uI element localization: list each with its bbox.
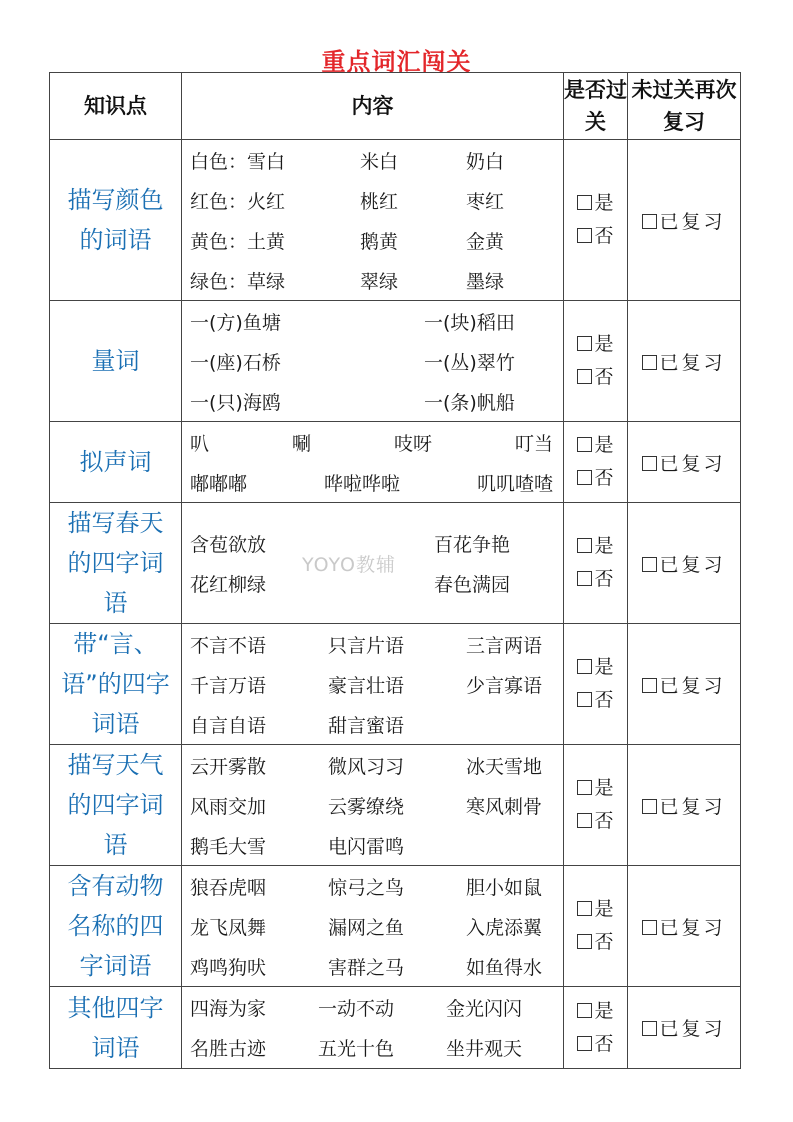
- word-item: 胆小如鼠: [466, 876, 543, 899]
- table-row: [50, 745, 741, 866]
- word-item: 四海为家: [190, 998, 267, 1020]
- pass-no-label: 否: [594, 1032, 614, 1055]
- word-item: 唰: [291, 432, 311, 455]
- content-cell: [182, 866, 564, 987]
- word-item: 漏网之鱼: [328, 916, 405, 939]
- word-item: 哗啦哗啦: [323, 472, 400, 495]
- pass-yes-label: 是: [594, 535, 614, 557]
- checkbox-icon[interactable]: [577, 228, 592, 243]
- knowledge-point: 量词: [50, 301, 182, 422]
- pass-option-no[interactable]: [564, 684, 627, 717]
- word-item: 红色：火红: [190, 190, 286, 213]
- checkbox-icon[interactable]: [642, 355, 657, 370]
- knowledge-point: 描写春天的四字词语: [50, 503, 182, 624]
- pass-option-no[interactable]: [564, 1028, 627, 1061]
- word-item: 花红柳绿: [190, 573, 267, 596]
- word-item: 绿色：草绿: [190, 270, 286, 293]
- word-item: 不言不语: [190, 634, 267, 657]
- word-line: [190, 664, 553, 704]
- word-item: 自言自语: [190, 714, 267, 737]
- review-cell[interactable]: [628, 422, 741, 503]
- word-item: 云开雾散: [190, 755, 267, 778]
- word-line: [190, 988, 553, 1028]
- word-line: [190, 1028, 553, 1068]
- reviewed-label: 已复习: [659, 553, 726, 576]
- checkbox-icon[interactable]: [577, 538, 592, 553]
- word-line: [190, 462, 553, 502]
- word-item: 一(丛)翠竹: [424, 351, 515, 374]
- word-item: 米白: [360, 150, 399, 173]
- checkbox-icon[interactable]: [642, 456, 657, 471]
- word-item: 吱呀: [393, 432, 432, 455]
- pass-option-yes[interactable]: [564, 429, 627, 462]
- word-line: [190, 220, 553, 260]
- word-item: 黄色：土黄: [190, 230, 286, 253]
- word-line: [190, 180, 553, 220]
- pass-yes-label: 是: [594, 333, 614, 355]
- table-row: [50, 140, 741, 301]
- checkbox-icon[interactable]: [577, 336, 592, 351]
- review-cell[interactable]: [628, 301, 741, 422]
- header-review: 未过关再次复习: [628, 73, 741, 140]
- checkbox-icon[interactable]: [577, 934, 592, 949]
- word-item: 豪言壮语: [328, 674, 405, 697]
- word-line: [190, 704, 553, 744]
- word-line: [190, 745, 553, 785]
- word-line: [190, 260, 553, 300]
- word-item: 墨绿: [466, 270, 505, 293]
- pass-option-no[interactable]: [564, 220, 627, 253]
- word-item: 百花争艳: [434, 533, 511, 556]
- pass-cell: [564, 866, 628, 987]
- pass-cell: [564, 422, 628, 503]
- word-item: 枣红: [466, 190, 505, 213]
- word-item: 只言片语: [328, 634, 405, 657]
- table-row: [50, 866, 741, 987]
- checkbox-icon[interactable]: [577, 195, 592, 210]
- checkbox-icon[interactable]: [577, 901, 592, 916]
- word-item: 白色：雪白: [190, 150, 286, 173]
- reviewed-label: 已复习: [659, 351, 726, 374]
- word-line: [190, 301, 553, 341]
- pass-no-label: 否: [594, 931, 614, 953]
- pass-option-yes[interactable]: [564, 893, 627, 926]
- content-cell: [182, 422, 564, 503]
- word-item: 金光闪闪: [446, 998, 523, 1020]
- word-item: 惊弓之鸟: [328, 876, 405, 899]
- reviewed-label: 已复习: [659, 452, 726, 475]
- checkbox-icon[interactable]: [642, 920, 657, 935]
- word-item: 寒风刺骨: [466, 795, 543, 818]
- header-content: 内容: [182, 73, 564, 140]
- content-cell: [182, 987, 564, 1069]
- checkbox-icon[interactable]: [577, 692, 592, 707]
- knowledge-point: 描写天气的四字词语: [50, 745, 182, 866]
- word-item: 一(只)海鸥: [190, 391, 281, 414]
- knowledge-point: 其他四字词语: [50, 987, 182, 1069]
- word-item: 甜言蜜语: [328, 714, 405, 737]
- word-line: [190, 422, 553, 462]
- pass-option-no[interactable]: [564, 462, 627, 495]
- pass-no-label: 否: [594, 689, 614, 711]
- review-cell[interactable]: [628, 866, 741, 987]
- word-line: [190, 381, 553, 421]
- pass-option-yes[interactable]: [564, 651, 627, 684]
- word-item: 翠绿: [360, 270, 399, 293]
- word-item: 含苞欲放: [190, 533, 267, 556]
- pass-yes-label: 是: [594, 656, 614, 678]
- pass-option-yes[interactable]: [564, 328, 627, 361]
- checkbox-icon[interactable]: [577, 813, 592, 828]
- word-item: 鹅毛大雪: [190, 835, 267, 858]
- pass-cell: [564, 624, 628, 745]
- pass-option-no[interactable]: [564, 926, 627, 959]
- content-cell: [182, 140, 564, 301]
- pass-option-no[interactable]: [564, 805, 627, 838]
- word-line: [190, 785, 553, 825]
- checkbox-icon[interactable]: [577, 659, 592, 674]
- word-item: 一动不动: [318, 998, 395, 1020]
- word-item: 桃红: [360, 190, 399, 213]
- checkbox-icon[interactable]: [577, 470, 592, 485]
- word-item: 少言寡语: [466, 674, 543, 697]
- content-cell: [182, 745, 564, 866]
- pass-no-label: 否: [594, 568, 614, 590]
- checkbox-icon[interactable]: [577, 369, 592, 384]
- knowledge-point: 描写颜色的词语: [50, 140, 182, 301]
- reviewed-label: 已复习: [659, 1018, 726, 1040]
- pass-option-no[interactable]: [564, 563, 627, 596]
- pass-option-no[interactable]: [564, 361, 627, 394]
- pass-no-label: 否: [594, 810, 614, 832]
- pass-cell: [564, 301, 628, 422]
- pass-yes-label: 是: [594, 192, 614, 214]
- pass-no-label: 否: [594, 366, 614, 388]
- page-title: 重点词汇闯关: [321, 48, 472, 76]
- reviewed-label: 已复习: [659, 674, 726, 697]
- checkbox-icon[interactable]: [577, 1003, 592, 1018]
- review-cell[interactable]: [628, 503, 741, 624]
- pass-cell: [564, 503, 628, 624]
- pass-yes-label: 是: [594, 999, 614, 1022]
- content-cell: [182, 624, 564, 745]
- word-line: [190, 946, 553, 986]
- word-item: 千言万语: [190, 674, 267, 697]
- pass-yes-label: 是: [594, 434, 614, 456]
- word-item: 名胜古迹: [190, 1038, 267, 1060]
- checkbox-icon[interactable]: [642, 557, 657, 572]
- review-cell[interactable]: [628, 987, 741, 1069]
- word-item: 坐井观天: [446, 1038, 523, 1060]
- word-item: 鹅黄: [360, 230, 399, 253]
- word-item: 五光十色: [318, 1038, 395, 1060]
- word-line: [190, 140, 553, 180]
- checkbox-icon[interactable]: [642, 799, 657, 814]
- word-item: 一(条)帆船: [424, 391, 515, 414]
- word-line: [190, 624, 553, 664]
- word-item: 金黄: [466, 230, 505, 253]
- review-cell[interactable]: [628, 140, 741, 301]
- pass-option-yes[interactable]: [564, 187, 627, 220]
- knowledge-point: 带“言、语”的四字词语: [50, 624, 182, 745]
- word-item: 一(块)稻田: [424, 311, 515, 334]
- review-cell[interactable]: [628, 624, 741, 745]
- pass-cell: [564, 140, 628, 301]
- pass-option-yes[interactable]: [564, 772, 627, 805]
- word-item: 奶白: [466, 150, 505, 173]
- knowledge-point: 拟声词: [50, 422, 182, 503]
- word-item: 云雾缭绕: [328, 795, 405, 818]
- pass-no-label: 否: [594, 467, 614, 489]
- pass-option-yes[interactable]: [564, 530, 627, 563]
- word-item: 入虎添翼: [466, 916, 543, 939]
- checkbox-icon[interactable]: [577, 571, 592, 586]
- word-line: [190, 906, 553, 946]
- word-item: 害群之马: [328, 956, 405, 979]
- word-item: 叽叽喳喳: [476, 472, 553, 495]
- reviewed-label: 已复习: [659, 916, 726, 939]
- checkbox-icon[interactable]: [642, 214, 657, 229]
- word-item: 狼吞虎咽: [190, 876, 267, 899]
- word-item: 电闪雷鸣: [328, 835, 405, 858]
- pass-yes-label: 是: [594, 777, 614, 799]
- checkbox-icon[interactable]: [642, 678, 657, 693]
- knowledge-point: 含有动物名称的四字词语: [50, 866, 182, 987]
- checkbox-icon[interactable]: [642, 1021, 657, 1036]
- word-item: 鸡鸣狗吠: [190, 956, 267, 979]
- content-cell: [182, 301, 564, 422]
- header-pass: 是否过关: [564, 73, 628, 140]
- table-row: [50, 301, 741, 422]
- word-item: 如鱼得水: [466, 956, 543, 979]
- word-item: 一(方)鱼塘: [190, 311, 281, 334]
- pass-yes-label: 是: [594, 898, 614, 920]
- word-line: [190, 341, 553, 381]
- checkbox-icon[interactable]: [577, 437, 592, 452]
- reviewed-label: 已复习: [659, 795, 726, 818]
- reviewed-label: 已复习: [659, 210, 726, 233]
- word-item: 三言两语: [466, 634, 543, 657]
- pass-cell: [564, 987, 628, 1069]
- review-cell[interactable]: [628, 745, 741, 866]
- word-line: [190, 866, 553, 906]
- word-item: 一(座)石桥: [190, 351, 281, 374]
- word-item: 冰天雪地: [466, 755, 543, 778]
- pass-cell: [564, 745, 628, 866]
- word-item: 春色满园: [434, 573, 511, 596]
- checkbox-icon[interactable]: [577, 780, 592, 795]
- table-row: [50, 624, 741, 745]
- word-line: [190, 825, 553, 865]
- watermark: YOYO教辅: [302, 554, 397, 576]
- word-item: 龙飞凤舞: [190, 916, 267, 939]
- pass-option-yes[interactable]: [564, 995, 627, 1028]
- header-point: 知识点: [50, 73, 182, 140]
- table-row: [50, 987, 741, 1069]
- word-item: 嘟嘟嘟: [190, 472, 248, 495]
- pass-no-label: 否: [594, 225, 614, 247]
- checkbox-icon[interactable]: [577, 1036, 592, 1051]
- word-item: 风雨交加: [190, 795, 267, 818]
- word-item: 叭: [190, 432, 210, 455]
- table-row: [50, 422, 741, 503]
- word-item: 微风习习: [328, 755, 405, 778]
- word-item: 叮当: [514, 432, 553, 455]
